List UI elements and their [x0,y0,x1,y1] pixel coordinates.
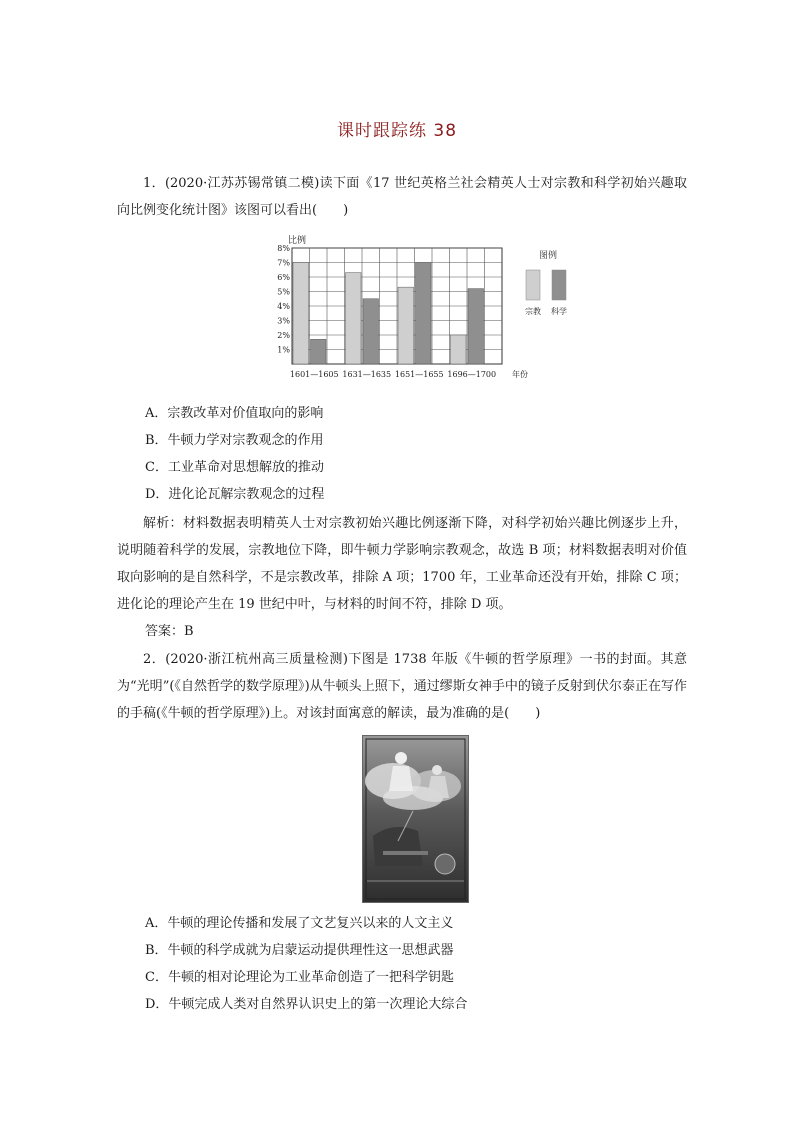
bar-宗教 [346,273,362,364]
y-tick-label: 1% [277,345,290,355]
q2-option-c: C．牛顿的相对论理论为工业革命创造了一把科学钥匙 [145,970,454,985]
y-tick-label: 6% [277,273,290,282]
y-tick-label: 8% [277,244,290,253]
legend-label: 科学 [551,307,567,316]
q2-option-b: B．牛顿的科学成就为启蒙运动提供理性这一思想武器 [145,943,454,958]
bar-科学 [311,339,327,364]
q2-option-a: A．牛顿的理论传播和发展了文艺复兴以来的人文主义 [145,916,454,931]
x-tick-label: 1696—1700 [447,370,497,379]
q1-answer: 答案：B [145,624,194,639]
y-axis-label: 比例 [288,236,307,246]
y-tick-label: 5% [277,287,290,297]
legend-swatch-科学 [552,270,566,300]
x-tick-label: 1601—1605 [289,370,339,379]
q1-analysis: 解析：材料数据表明精英人士对宗教初始兴趣比例逐渐下降，对科学初始兴趣比例逐步上升，说明随着科学的发展，宗教地位下降，即牛顿力学影响宗教观念，故选 B 项；材料数据表明对价值取向影响的是自然科学，不是宗教改革，排除 A 项；1700 年，工业革命还没有开始，排除 C 项；进化论的理论产生在 19 世纪中叶，与材料的时间不符，排除 D 项。 [117,516,687,612]
legend-title: 图例 [538,251,558,261]
x-tick-label: 1631—1635 [342,370,392,379]
legend-swatch-宗教 [526,270,540,300]
question-2-stem: 2．(2020·浙江杭州高三质量检测)下图是 1738 年版《牛顿的哲学原理》一书的封面。其意为“光明”(《自然哲学的数学原理》)从牛顿头上照下，通过缪斯女神手中的镜子反射到伏尔泰正在写作的手稿(《牛顿的哲学原理》)上。对该封面寓意的解读，最为准确的是( ) [117,652,687,721]
bar-chart [277,232,580,397]
x-tick-label: 1651—1655 [394,370,444,379]
x-axis-label: 年份 [512,370,528,379]
q1-option-d: D．进化论瓦解宗教观念的过程 [145,487,325,502]
bar-科学 [363,299,379,364]
y-tick-label: 4% [277,302,290,311]
q1-option-c: C．工业革命对思想解放的推动 [145,460,324,475]
bar-宗教 [293,263,309,365]
q1-option-b: B．牛顿力学对宗教观念的作用 [145,433,324,448]
question-1-stem: 1．(2020·江苏苏锡常镇二模)读下面《17 世纪英格兰社会精英人士对宗教和科学初始兴趣取向比例变化统计图》该图可以看出( ) [117,176,687,218]
y-tick-label: 2% [277,331,290,340]
legend-label: 宗教 [525,307,541,316]
bar-科学 [468,289,484,364]
book-cover-engraving [362,735,469,903]
page-title: 课时跟踪练 38 [336,121,458,141]
y-tick-label: 3% [277,316,290,326]
q2-option-d: D．牛顿完成人类对自然界认识史上的第一次理论大综合 [145,997,468,1012]
bar-科学 [416,263,432,365]
q1-option-a: A．宗教改革对价值取向的影响 [145,406,324,421]
y-tick-label: 7% [277,258,290,268]
bar-宗教 [451,335,467,364]
bar-宗教 [398,287,414,364]
